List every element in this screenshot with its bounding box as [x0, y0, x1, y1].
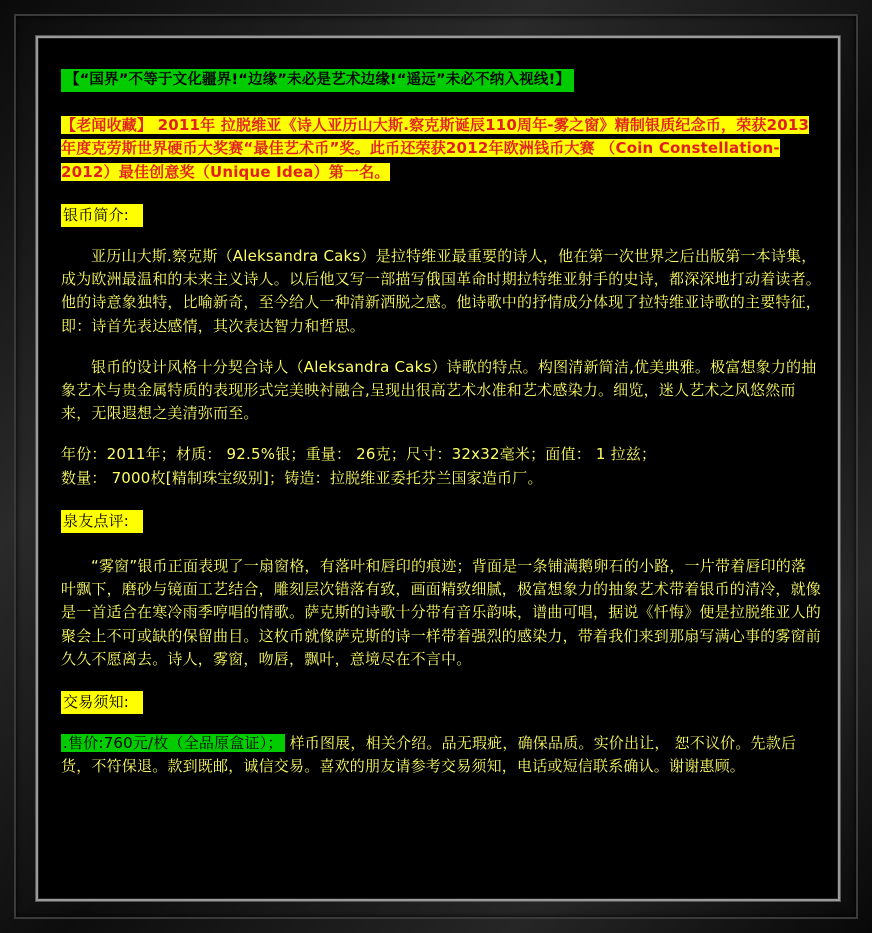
- collection-intro: [61, 114, 821, 184]
- specs-line-2: 数量： 7000枚[精制珠宝级别]；铸造：拉脱维亚委托芬兰国家造币厂。: [61, 468, 543, 487]
- section-label-review: 泉友点评:: [61, 510, 143, 533]
- slogan-banner: 【“国界”不等于文化疆界!“边缘”未必是艺术边缘!“遥远”未必不纳入视线!】: [61, 69, 574, 92]
- section-label-intro: 银币简介:: [61, 204, 143, 227]
- specs-block: [61, 443, 821, 489]
- specs-line-1: 年份：2011年；材质： 92.5%银；重量： 26克；尺寸：32x32毫米；面值： 1 拉兹；: [61, 445, 657, 464]
- design-paragraph: 银币的设计风格十分契合诗人（Aleksandra Caks）诗歌的特点。构图清新简洁,优美典雅。极富想象力的抽象艺术与贵金属特质的表现形式完美映衬融合,呈现出很高艺术水准和艺术感染力。细览，迷人艺术之风悠然而来，无限遐想之美清弥而至。: [61, 357, 817, 423]
- poet-paragraph: 亚历山大斯.察克斯（Aleksandra Caks）是拉特维亚最重要的诗人，他在第一次世界之后出版第一本诗集，成为欧洲最温和的未来主义诗人。以后他又写一部描写俄国革命时期拉特维亚射手的史诗，都深深地打动着读者。 他的诗意象独特，比喻新奇，至今给人一种清新洒脱之感。他诗歌中的抒情成分体现了拉特维亚诗歌的主要特征，即：诗首先表达感情，其次表达智力和哲思。: [61, 247, 822, 335]
- collection-intro-text: 【老闻收藏】 2011年 拉脱维亚《诗人亚历山大斯.察克斯诞辰110周年-雾之窗》精制银质纪念币，荣获2013年度克劳斯世界硬币大奖赛“最佳艺术币”奖。此币还荣获2012年欧洲钱币大赛 （Coin Constellation-2012）最佳创意奖（Unique Idea）第一名。: [61, 116, 810, 181]
- review-paragraph: “雾窗”银币正面表现了一扇窗格，有落叶和唇印的痕迹；背面是一条铺满鹅卵石的小路，一片带着唇印的落叶飘下，磨砂与镜面工艺结合，雕刻层次错落有致，画面精致细腻，极富想象力的抽象艺术带着银币的清冷，就像是一首适合在寒冷雨季哼唱的情歌。萨克斯的诗歌十分带有音乐韵味，谱曲可唱，据说《忏悔》便是拉脱维亚人的聚会上不可或缺的保留曲目。这枚币就像萨克斯的诗一样带着强烈的感染力，带着我们来到那扇写满心事的雾窗前久久不愿离去。诗人，雾窗，吻唇，飘叶，意境尽在不言中。: [61, 557, 822, 668]
- price-tag: .售价:760元/枚（全品原盒证）；: [63, 734, 283, 753]
- document-content: [61, 68, 821, 779]
- section-label-trade: 交易须知:: [61, 691, 143, 714]
- trade-paragraph: [61, 732, 821, 778]
- trade-terms: 样币图展，相关介绍。品无瑕疵，确保品质。实价出让， 恕不议价。先款后货，不符保退。款到既邮，诚信交易。喜欢的朋友请参考交易须知，电话或短信联系确认。谢谢惠顾。: [61, 734, 797, 776]
